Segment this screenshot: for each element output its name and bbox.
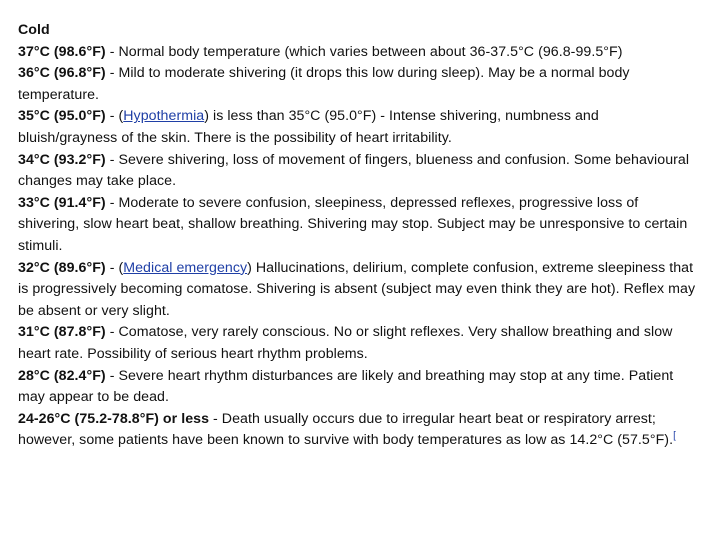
- hypothermia-link[interactable]: Hypothermia: [123, 108, 205, 125]
- document-body: [18, 20, 700, 452]
- entry-33c: [18, 193, 700, 258]
- entry-description: - Comatose, very rarely conscious. No or slight reflexes. Very shallow breathing and slow heart rate. Possibility of serious heart rhythm problems.: [18, 324, 673, 362]
- temperature-label: 35°C (95.0°F): [18, 108, 106, 125]
- entry-31c: [18, 322, 700, 365]
- medical-emergency-link[interactable]: Medical emergency: [123, 259, 248, 276]
- entry-prefix: - (: [105, 108, 124, 125]
- temperature-label: 36°C (96.8°F): [18, 65, 106, 82]
- entry-description: - Severe shivering, loss of movement of fingers, blueness and confusion. Some behavioural changes may take place.: [18, 151, 690, 190]
- entry-description: - Moderate to severe confusion, sleepiness, depressed reflexes, progressive loss of shivering, slow heart beat, shallow breathing. Shivering may stop. Subject may be unresponsive to certain stimuli.: [18, 194, 688, 254]
- entry-description: ) is less than 35°C (95.0°F) - Intense shivering, numbness and bluish/grayness of the skin. There is the possibility of heart irritability.: [18, 108, 599, 146]
- temperature-label: 28°C (82.4°F): [18, 367, 106, 384]
- entry-description: - Severe heart rhythm disturbances are likely and breathing may stop at any time. Patient may appear to be dead.: [18, 367, 674, 406]
- temperature-label: 31°C (87.8°F): [18, 324, 106, 341]
- temperature-label: 37°C (98.6°F): [18, 43, 106, 60]
- entry-prefix: - (: [105, 259, 124, 276]
- entry-37c: [18, 42, 700, 64]
- temperature-label: 32°C (89.6°F): [18, 259, 106, 276]
- entry-32c: [18, 258, 700, 323]
- temperature-label: 24-26°C (75.2-78.8°F) or less: [18, 410, 210, 427]
- temperature-label: 33°C (91.4°F): [18, 194, 106, 211]
- reference-link[interactable]: [: [673, 430, 676, 442]
- entry-description: - Death usually occurs due to irregular heart beat or respiratory arrest; however, some patients have been known to survive with body temperatures as low as 14.2°C (57.5°F).: [18, 410, 674, 449]
- temperature-label: 34°C (93.2°F): [18, 151, 106, 168]
- entry-28c: [18, 366, 700, 409]
- entry-24-26c: [18, 409, 700, 452]
- entry-description: - Normal body temperature (which varies between about 36-37.5°C (96.8-99.5°F): [105, 43, 623, 60]
- entry-description: - Mild to moderate shivering (it drops this low during sleep). May be a normal body temperature.: [18, 65, 630, 103]
- entry-34c: [18, 150, 700, 193]
- entry-description: ) Hallucinations, delirium, complete confusion, extreme sleepiness that is progressively becoming comatose. Shivering is absent (subject may even think they are hot). Reflex may be absent or very slight.: [18, 259, 696, 319]
- entry-35c: [18, 106, 700, 149]
- section-heading: Cold: [18, 22, 50, 38]
- entry-36c: [18, 63, 700, 106]
